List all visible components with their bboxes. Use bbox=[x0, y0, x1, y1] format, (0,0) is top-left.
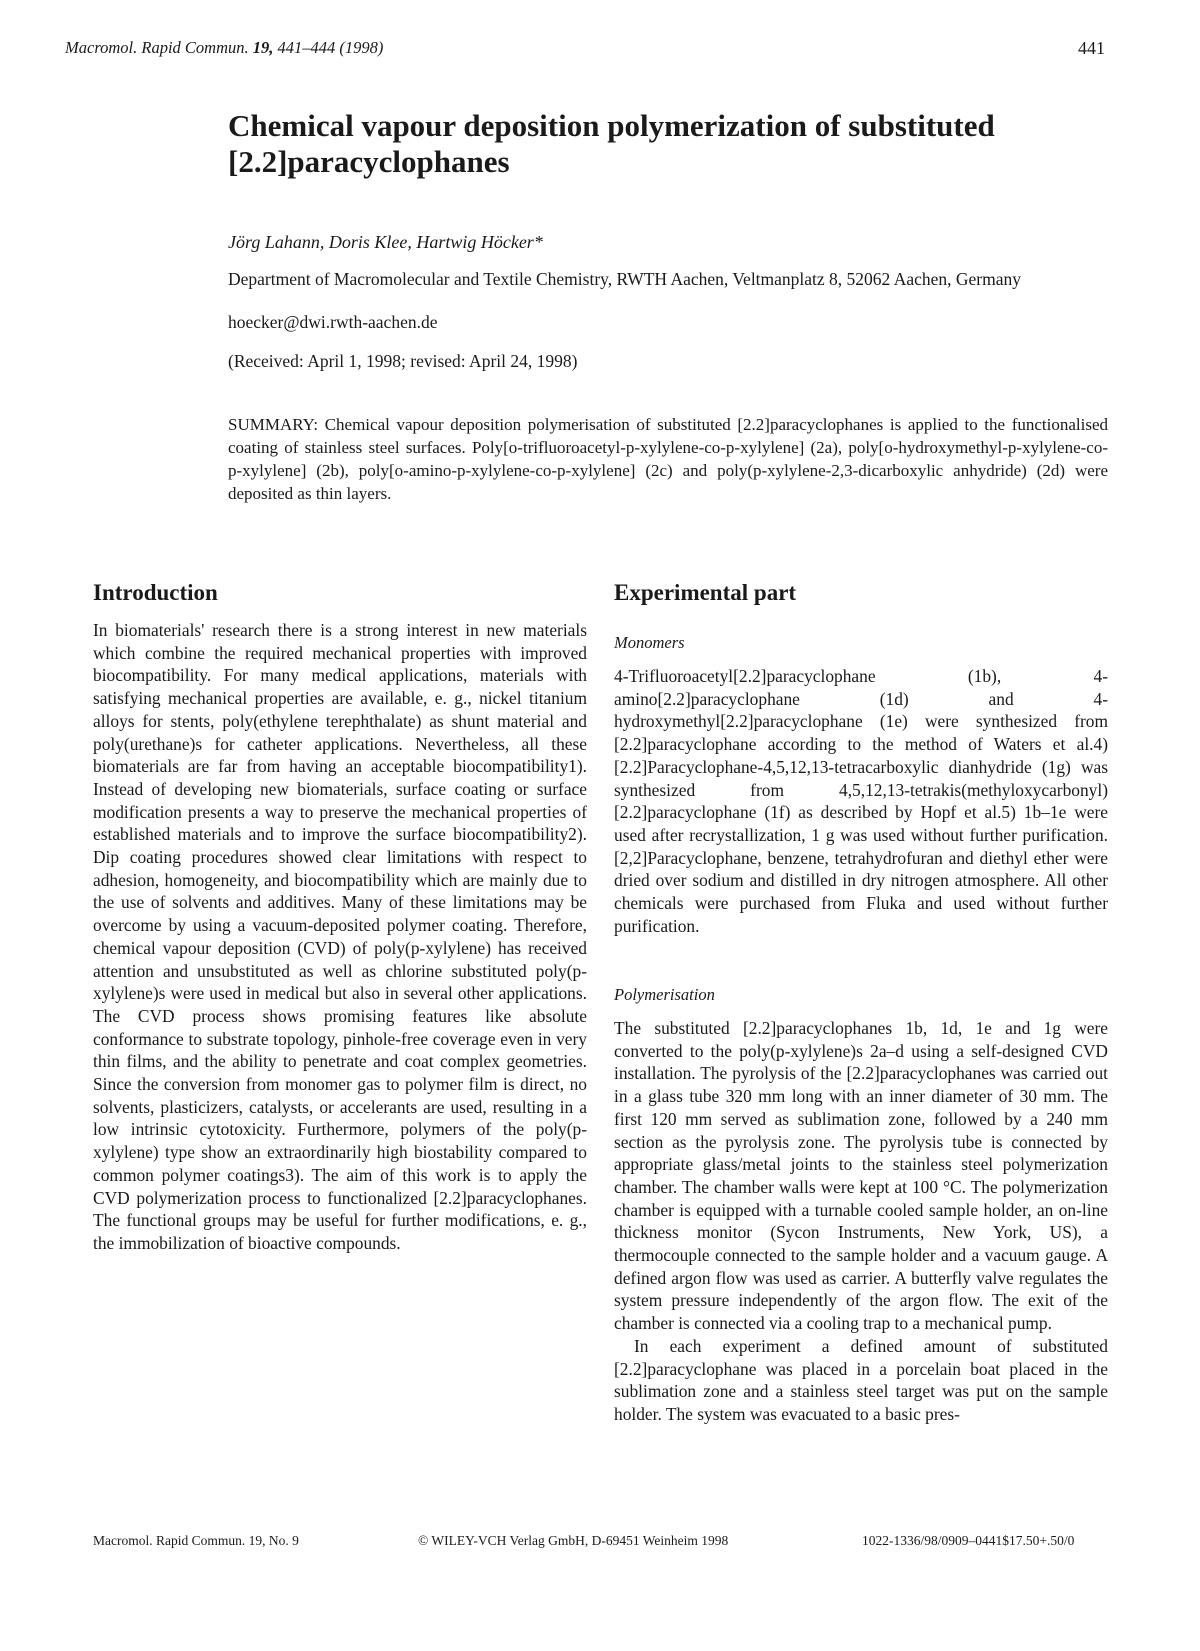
polymerisation-paragraph-1: The substituted [2.2]paracyclophanes 1b, 1d, 1e and 1g were converted to the poly(p-xylylene)s 2a–d using a self-designed CVD installation. The pyrolysis of the [2.2]paracyclophanes was carried out in a glass tube 320 mm long with an inner diameter of 30 mm. The first 120 mm served as sublimation zone, followed by a 240 mm section as the pyrolysis zone. The pyrolysis tube is connected by appropriate glass/metal joints to the stainless steel polymerization chamber. The chamber walls were kept at 100 °C. The polymerization chamber is equipped with a turnable cooled sample holder, an on-line thickness monitor (Sycon Instruments, New York, US), a thermocouple connected to the sample holder and a vacuum gauge. A defined argon flow was used as carrier. A butterfly valve regulates the system pressure independently of the argon flow. The exit of the chamber is connected via a cooling trap to a mechanical pump. bbox=[614, 1018, 1108, 1334]
article-title: Chemical vapour deposition polymerization of substituted [2.2]paracyclophanes bbox=[228, 108, 995, 179]
received-dates: (Received: April 1, 1998; revised: April 24, 1998) bbox=[228, 351, 578, 371]
footer-copyright: © WILEY-VCH Verlag GmbH, D-69451 Weinheim 1998 bbox=[418, 1533, 729, 1548]
journal-name: Macromol. Rapid Commun. bbox=[65, 38, 249, 57]
contact-email: hoecker@dwi.rwth-aachen.de bbox=[228, 312, 438, 332]
polymerisation-subheading: Polymerisation bbox=[614, 985, 715, 1004]
experimental-heading: Experimental part bbox=[614, 580, 797, 605]
introduction-body: In biomaterials' research there is a strong interest in new materials which combine the required mechanical properties with improved biocompatibility. For many medical applications, materials with satisfying mechanical properties are available, e. g., nickel titanium alloys for stents, poly(ethylene terephthalate) as shunt material and poly(urethane)s for catheter applications. Nevertheless, all these biomaterials are far from having an acceptable biocompatibility1). Instead of developing new biomaterials, surface coating or surface modification presents a way to preserve the mechanical properties of established materials and to improve the surface biocompatibility2). Dip coating procedures showed clear limitations with respect to adhesion, homogeneity, and biocompatibility which are mainly due to the use of solvents and additives. Many of these limitations may be overcome by using a vacuum-deposited polymer coating. Therefore, chemical vapour deposition (CVD) of poly(p-xylylene) has received attention and unsubstituted as well as chlorine substituted poly(p-xylylene)s were used in medical but also in several other applications. The CVD process shows promising features like absolute conformance to substrate topology, pinhole-free coverage even in very thin films, and the ability to penetrate and coat complex geometries. Since the conversion from monomer gas to polymer film is direct, no solvents, plasticizers, catalysts, or accelerants are used, resulting in a low intrinsic cytotoxicity. Furthermore, polymers of the poly(p-xylylene) type show an extraordinarily high biostability compared to common polymer coatings3). The aim of this work is to apply the CVD polymerization process to functionalized [2.2]paracyclophanes. The functional groups may be useful for further modifications, e. g., the immobilization of bioactive compounds. bbox=[93, 620, 587, 1253]
pages-year: 441–444 (1998) bbox=[277, 38, 384, 57]
introduction-heading: Introduction bbox=[93, 580, 218, 605]
polymerisation-body bbox=[614, 1017, 1108, 1426]
polymerisation-paragraph-2: In each experiment a defined amount of substituted [2.2]paracyclophane was placed in a porcelain boat placed in the sublimation zone and a stainless steel target was put on the sample holder. The system was evacuated to a basic pres- bbox=[614, 1335, 1108, 1424]
volume: 19, bbox=[252, 38, 274, 57]
footer-code: 1022-1336/98/0909–0441$17.50+.50/0 bbox=[862, 1533, 1075, 1548]
footer-journal: Macromol. Rapid Commun. 19, No. 9 bbox=[93, 1533, 299, 1548]
affiliation: Department of Macromolecular and Textile Chemistry, RWTH Aachen, Veltmanplatz 8, 52062 Aachen, Germany bbox=[228, 269, 1022, 289]
monomers-subheading: Monomers bbox=[614, 633, 685, 652]
summary-abstract: SUMMARY: Chemical vapour deposition polymerisation of substituted [2.2]paracyclophanes is applied to the functionalised coating of stainless steel surfaces. Poly[o-trifluoroacetyl-p-xylylene-co-p-xylylene] (2a), poly[o-hydroxymethyl-p-xylylene-co-p-xylylene] (2b), poly[o-amino-p-xylylene-co-p-xylylene] (2c) and poly(p-xylylene-2,3-dicarboxylic anhydride) (2d) were deposited as thin layers. bbox=[228, 415, 1108, 503]
page-number: 441 bbox=[1078, 38, 1105, 58]
running-head bbox=[65, 38, 383, 58]
monomers-body: 4-Trifluoroacetyl[2.2]paracyclophane (1b), 4-amino[2.2]paracyclophane (1d) and 4-hydroxymethyl[2.2]paracyclophane (1e) were synthesized from [2.2]paracyclophane according to the method of Waters et al.4) [2.2]Paracyclophane-4,5,12,13-tetracarboxylic dianhydride (1g) was synthesized from 4,5,12,13-tetrakis(methyloxycarbonyl)[2.2]paracyclophane (1f) as described by Hopf et al.5) 1b–1e were used after recrystallization, 1 g was used without further purification. [2,2]Paracyclophane, benzene, tetrahydrofuran and diethyl ether were dried over sodium and distilled in dry nitrogen atmosphere. All other chemicals were purchased from Fluka and used without further purification. bbox=[614, 666, 1108, 936]
author-list: Jörg Lahann, Doris Klee, Hartwig Höcker* bbox=[228, 232, 543, 252]
